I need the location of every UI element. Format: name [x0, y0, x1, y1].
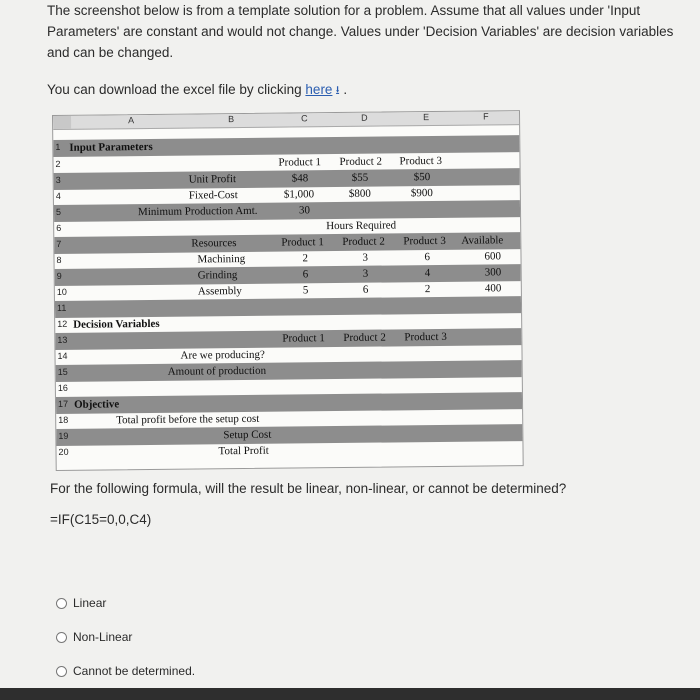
row-number: 7 — [56, 238, 62, 249]
cell-e7: Product 3 — [403, 234, 446, 248]
row-number: 18 — [58, 414, 69, 425]
cell-c8: 2 — [302, 252, 309, 265]
cell-e2: Product 3 — [399, 154, 443, 168]
spreadsheet-screenshot — [52, 110, 524, 471]
intro-text: The screenshot below is from a template solution for a problem. Assume that all values under 'Input Parameters' are constant and would not change. Values under 'Decision Variables' are decision variables and can be changed. — [47, 3, 674, 60]
cell-b8: Machining — [197, 252, 246, 266]
download-line — [47, 79, 677, 101]
option-label: Non-Linear — [73, 630, 133, 644]
cell-a17: Objective — [73, 398, 120, 411]
row-number: 20 — [58, 446, 69, 457]
cell-c7: Product 1 — [281, 236, 324, 249]
radio-icon[interactable] — [56, 666, 67, 677]
cell-b5: Minimum Production Amt. — [137, 204, 258, 219]
row-number: 2 — [55, 158, 61, 169]
col-header-f: F — [482, 111, 489, 122]
row-number: 16 — [57, 382, 68, 393]
option-linear[interactable] — [56, 596, 106, 610]
cell-a12: Decision Variables — [73, 317, 160, 331]
cell-b20: Total Profit — [218, 444, 269, 458]
col-header-b: B — [228, 114, 235, 125]
option-label: Cannot be determined. — [73, 664, 196, 678]
col-header-a: A — [128, 115, 135, 126]
cell-d13: Product 2 — [343, 331, 386, 344]
row-number: 6 — [56, 222, 62, 233]
question-text: For the following formula, will the result be linear, non-linear, or cannot be determined? — [50, 481, 567, 496]
cell-c9: 6 — [302, 268, 309, 281]
download-arrow-icon[interactable]: ⭳ — [335, 83, 340, 97]
cell-e8: 6 — [424, 251, 431, 264]
col-header-d: D — [360, 112, 368, 123]
bottom-edge-bar — [0, 688, 700, 700]
row-number: 17 — [57, 398, 69, 409]
cell-b19: Setup Cost — [223, 428, 272, 442]
download-prefix: You can download the excel file by clicking — [47, 82, 306, 97]
cell-b3: Unit Profit — [188, 173, 237, 186]
cell-b15: Amount of production — [167, 364, 267, 378]
cell-c5: 30 — [298, 204, 311, 217]
cell-e4: $900 — [410, 187, 433, 200]
cell-e13: Product 3 — [404, 330, 447, 344]
cell-b7: Resources — [191, 237, 237, 250]
sheet-corner — [53, 116, 71, 129]
cell-e9: 4 — [424, 267, 431, 280]
cell-f10: 400 — [484, 282, 502, 295]
cell-b4: Fixed-Cost — [188, 189, 238, 202]
cell-b9: Grinding — [197, 269, 238, 282]
sheet-row-20 — [56, 440, 522, 462]
row-number: 14 — [57, 350, 68, 361]
col-header-e: E — [422, 112, 430, 123]
cell-d7: Product 2 — [342, 235, 385, 248]
cell-b18: Total profit before the setup cost — [116, 412, 260, 427]
cell-f8: 600 — [484, 250, 502, 263]
row-number: 13 — [57, 334, 68, 345]
column-header-bar — [53, 111, 519, 130]
cell-d10: 6 — [362, 283, 369, 296]
cell-d4: $800 — [348, 187, 371, 200]
row-number: 15 — [57, 366, 68, 377]
cell-b10: Assembly — [197, 285, 242, 298]
question-intro — [47, 0, 677, 101]
cell-d6: Hours Required — [326, 219, 397, 233]
row-number: 9 — [56, 270, 62, 281]
row-number: 1 — [55, 141, 61, 152]
cell-c13: Product 1 — [282, 332, 325, 345]
radio-icon[interactable] — [56, 632, 67, 643]
option-non-linear[interactable] — [56, 630, 132, 644]
download-suffix: . — [339, 82, 348, 97]
row-number: 11 — [56, 302, 67, 313]
cell-b14: Are we producing? — [180, 348, 265, 362]
cell-a1: Input Parameters — [69, 140, 153, 154]
cell-e10: 2 — [424, 283, 431, 296]
cell-c4: $1,000 — [283, 188, 315, 201]
cell-f7: Available — [461, 234, 504, 247]
cell-d3: $55 — [351, 171, 369, 184]
cell-f9: 300 — [484, 266, 502, 279]
cell-d9: 3 — [362, 267, 369, 280]
row-number: 5 — [55, 206, 62, 217]
row-number: 4 — [55, 190, 61, 201]
cell-c10: 5 — [302, 284, 309, 297]
cell-c3: $48 — [291, 172, 309, 185]
cell-c2: Product 1 — [278, 156, 322, 169]
radio-icon[interactable] — [56, 598, 67, 609]
row-number: 19 — [58, 430, 69, 441]
download-link[interactable]: here — [305, 82, 333, 97]
row-number: 10 — [56, 286, 67, 297]
row-number: 3 — [55, 174, 61, 185]
cell-d8: 3 — [362, 251, 369, 264]
formula-text: =IF(C15=0,0,C4) — [50, 512, 152, 527]
option-label: Linear — [73, 596, 107, 610]
option-cannot-be-determined[interactable] — [56, 664, 195, 678]
row-number: 12 — [57, 318, 68, 329]
col-header-c: C — [300, 113, 308, 124]
cell-e3: $50 — [413, 171, 431, 184]
cell-d2: Product 2 — [339, 155, 383, 168]
row-number: 8 — [56, 254, 62, 265]
